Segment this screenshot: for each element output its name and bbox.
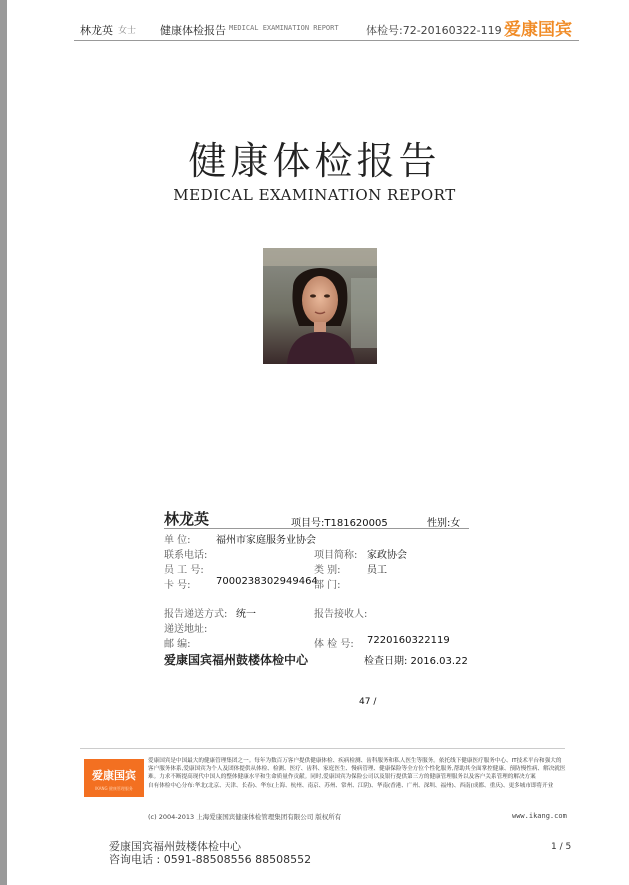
patient-photo — [263, 248, 377, 364]
header-gender: 女士 — [118, 26, 137, 36]
header-report-title-en: MEDICAL EXAMINATION REPORT — [229, 24, 339, 32]
about-paragraph: 爱康国宾是中国最大的健康管理集团之一。每年为数百万客户提供健康体检、疾病检测、齿科服务和私人医生等服务。依托线下健康医疗服务中心、IT技术平台和强大的客户服务体系,爱康国宾为个人及团体提供从体检、检测、医疗、齿科、家庭医生、慢病管理、健康保险等全方位个性化服务,帮助其全面掌控健康、预防慢性病、解决就医难。力求不断提高现代中国人的整体健康水平和生命质量作贡献。同时,爱康国宾为保险公司以及银行提供第三方的健康管理服务以及客户关系管理的解决方案 — [148, 758, 566, 781]
unit-label: 单 位: — [164, 535, 191, 546]
page-number: 1 / 5 — [551, 842, 572, 852]
receiver-label: 报告接收人: — [314, 609, 368, 620]
website-link[interactable]: www.ikang.com — [512, 812, 567, 820]
header-exam-number: 体检号:72-20160322-119 — [366, 24, 502, 37]
category-label: 类 别: — [314, 565, 341, 576]
header-patient-name: 林龙英 — [80, 24, 113, 37]
project-number: 项目号:T181620005 — [291, 518, 388, 529]
unit-value: 福州市家庭服务业协会 — [216, 535, 316, 546]
footer-brand-logo — [84, 759, 144, 797]
delivery-method-label: 报告递送方式: — [164, 609, 228, 620]
department-label: 部 门: — [314, 580, 341, 591]
header-report-title: 健康体检报告 — [160, 24, 226, 37]
exam-no-label: 体 检 号: — [314, 639, 354, 650]
patient-gender: 性别:女 — [427, 518, 461, 529]
info-divider — [164, 528, 469, 529]
page-marker: 47 / — [359, 697, 377, 707]
footer-logo-subtext: IKANG 健康管理服务 — [95, 786, 133, 791]
employee-no-label: 员 工 号: — [164, 565, 204, 576]
exam-center-name: 爱康国宾福州鼓楼体检中心 — [164, 653, 309, 667]
cover-title: 健康体检报告 — [188, 139, 441, 183]
patient-name: 林龙英 — [164, 510, 210, 528]
postcode-label: 邮 编: — [164, 639, 191, 650]
exam-no-value: 7220160322119 — [367, 635, 450, 646]
footer-phone: 咨询电话 : 0591-88508556 88508552 — [109, 853, 312, 866]
footer-logo-text: 爱康国宾 — [92, 769, 136, 782]
phone-label: 联系电话: — [164, 550, 208, 561]
cover-subtitle: MEDICAL EXAMINATION REPORT — [173, 186, 456, 204]
centers-paragraph: 自有体检中心分布:华北(北京、天津、长春)、华东(上海、杭州、南京、苏州、常州、江阴)、华南(香港、广州、深圳、福州)、西南(成都、重庆)、更多城市即将开业 — [148, 782, 554, 789]
exam-date: 检查日期: 2016.03.22 — [364, 656, 468, 667]
project-abbr-label: 项目简称: — [314, 550, 358, 561]
company-about-text — [148, 757, 566, 790]
footer-divider — [80, 748, 565, 749]
category-value: 员工 — [367, 565, 387, 576]
card-value: 7000238302949464 — [216, 576, 318, 587]
project-abbr-value: 家政协会 — [367, 550, 407, 561]
copyright: (c) 2004-2013 上海爱康国宾健康体检管理集团有限公司 版权所有 — [148, 813, 342, 821]
header-brand-logo: 爱康国宾 — [504, 20, 572, 40]
address-label: 递送地址: — [164, 624, 208, 635]
card-label: 卡 号: — [164, 580, 191, 591]
header-divider — [74, 40, 579, 41]
delivery-method-value: 统一 — [236, 609, 256, 620]
footer-center-name: 爱康国宾福州鼓楼体检中心 — [109, 840, 241, 853]
